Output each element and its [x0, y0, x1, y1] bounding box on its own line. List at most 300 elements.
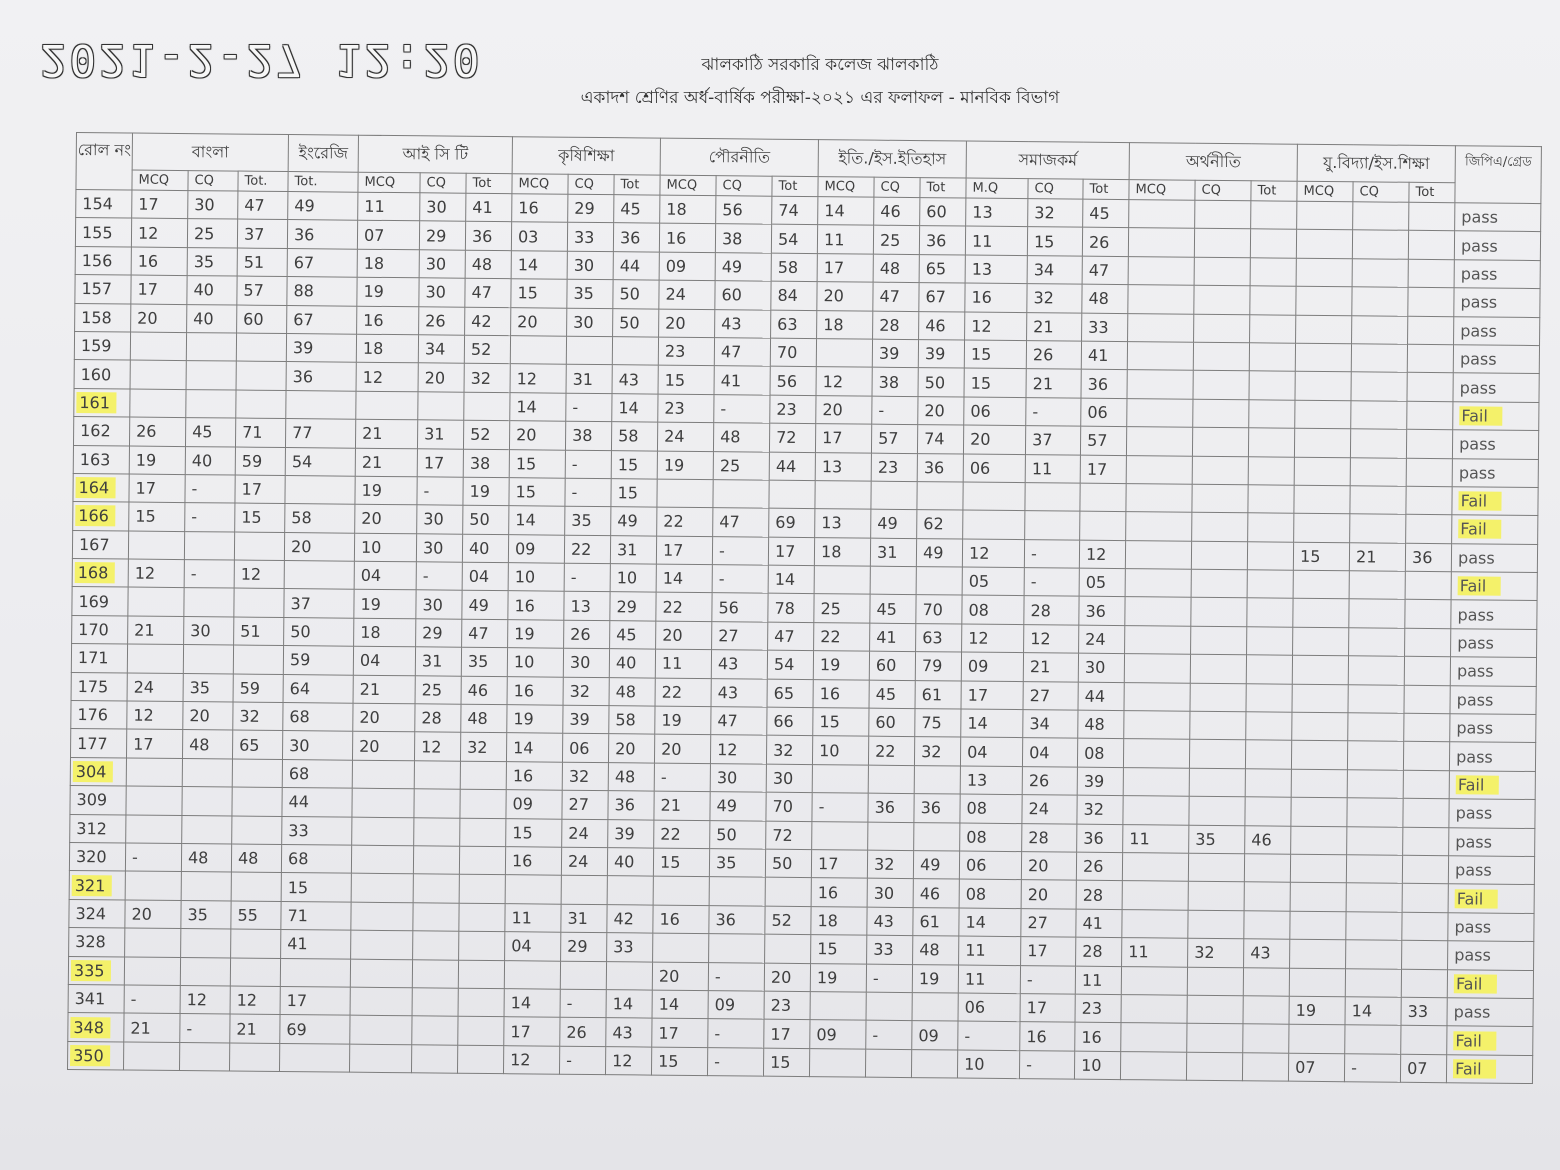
mark-cell: 17	[417, 448, 463, 477]
mark-cell: 22	[657, 507, 713, 536]
roll-number: 167	[78, 534, 110, 555]
subheader-cell: CQ	[568, 174, 614, 194]
mark-cell: 38	[566, 421, 612, 450]
mark-cell: 47	[238, 191, 288, 220]
grade-cell	[1447, 998, 1533, 1027]
mark-cell: 08	[960, 794, 1022, 823]
mark-cell: 50	[463, 506, 509, 535]
mark-cell	[127, 644, 183, 673]
mark-cell: 11	[1122, 938, 1188, 967]
mark-cell: 43	[1244, 939, 1290, 968]
mark-cell	[1187, 995, 1243, 1024]
mark-cell	[459, 903, 505, 932]
mark-cell: 05	[1079, 568, 1125, 597]
roll-number: 176	[77, 705, 109, 725]
mark-cell: 65	[919, 254, 965, 283]
mark-cell: 37	[284, 589, 354, 618]
mark-cell	[1345, 1025, 1401, 1054]
mark-cell	[458, 988, 504, 1017]
mark-cell: 50	[284, 617, 354, 646]
mark-cell: 09	[961, 652, 1023, 681]
mark-cell: 38	[872, 367, 918, 396]
mark-cell: 39	[286, 333, 356, 362]
grade-cell	[1450, 685, 1536, 714]
roll-number: 166	[75, 505, 115, 526]
grade-cell	[1450, 657, 1536, 686]
mark-cell: 18	[660, 195, 716, 224]
mark-cell: 26	[564, 620, 610, 649]
grade-cell	[1454, 316, 1540, 345]
mark-cell	[413, 874, 459, 903]
mark-cell	[351, 902, 413, 931]
mark-cell	[351, 930, 413, 959]
mark-cell: 63	[771, 310, 817, 339]
mark-cell: 58	[609, 706, 655, 735]
mark-cell	[1246, 712, 1292, 741]
mark-cell: 17	[961, 681, 1023, 710]
mark-cell: 20	[609, 734, 655, 763]
mark-cell	[709, 934, 765, 963]
mark-cell	[1127, 398, 1193, 427]
mark-cell: 35	[181, 900, 231, 929]
mark-cell	[1246, 740, 1292, 769]
mark-cell: 30	[567, 251, 613, 280]
mark-cell: -	[1024, 539, 1079, 568]
mark-cell: 42	[465, 307, 511, 336]
mark-cell	[1243, 1024, 1289, 1053]
mark-cell: 30	[563, 648, 609, 677]
mark-cell: 14	[504, 989, 560, 1018]
grade-result: pass	[1454, 917, 1492, 937]
mark-cell: 58	[285, 504, 355, 533]
mark-cell: 15	[813, 708, 869, 737]
mark-cell: 15	[764, 1048, 810, 1077]
mark-cell	[1403, 770, 1449, 799]
mark-cell: 46	[919, 311, 965, 340]
mark-cell	[232, 787, 282, 816]
mark-cell: 14	[511, 250, 567, 279]
mark-cell: 17	[811, 850, 867, 879]
mark-cell	[1291, 769, 1347, 798]
mark-cell: 43	[711, 678, 767, 707]
mark-cell: 12	[1024, 624, 1079, 653]
mark-cell: 09	[508, 534, 564, 563]
mark-cell	[1188, 882, 1244, 911]
mark-cell: 48	[608, 762, 654, 791]
grade-cell	[1449, 799, 1535, 828]
mark-cell: 15	[653, 848, 709, 877]
mark-cell	[709, 877, 765, 906]
mark-cell	[612, 337, 658, 366]
mark-cell: 15	[129, 502, 185, 531]
grade-result: pass	[1457, 548, 1495, 568]
mark-cell: 08	[960, 823, 1022, 852]
mark-cell	[1295, 372, 1351, 401]
roll-number: 312	[76, 818, 107, 839]
mark-cell	[1290, 911, 1346, 940]
mark-cell: 18	[814, 537, 870, 566]
mark-cell: 17	[1080, 455, 1126, 484]
grade-result: pass	[1456, 690, 1494, 710]
mark-cell	[1347, 826, 1403, 855]
mark-cell: 78	[768, 594, 814, 623]
mark-cell: 28	[1076, 937, 1122, 966]
mark-cell: 09	[506, 790, 562, 819]
mark-cell	[412, 1044, 458, 1073]
grade-result: pass	[1460, 264, 1498, 284]
mark-cell	[1250, 229, 1296, 258]
mark-cell: 15	[511, 279, 567, 308]
mark-cell: 36	[287, 220, 357, 249]
mark-cell: 22	[656, 593, 712, 622]
mark-cell: 72	[770, 423, 816, 452]
mark-cell: 12	[356, 363, 418, 392]
mark-cell: 20	[284, 532, 354, 561]
mark-cell	[1025, 483, 1080, 512]
mark-cell: 14	[507, 733, 563, 762]
mark-cell	[1295, 428, 1351, 457]
mark-cell	[963, 482, 1025, 511]
mark-cell: 12	[127, 701, 183, 730]
mark-cell: 59	[233, 674, 283, 703]
grade-cell	[1449, 827, 1535, 856]
mark-cell	[1247, 541, 1293, 570]
mark-cell	[1190, 740, 1246, 769]
mark-cell: 17	[280, 986, 350, 1015]
mark-cell: 16	[659, 223, 715, 252]
mark-cell: 56	[716, 196, 772, 225]
mark-cell: -	[866, 1020, 912, 1049]
header-history: ইতি./ইস.ইতিহাস	[818, 140, 966, 178]
mark-cell: -	[417, 477, 463, 506]
roll-cell	[73, 473, 129, 502]
mark-cell	[1123, 796, 1189, 825]
mark-cell	[130, 332, 186, 361]
mark-cell	[1189, 796, 1245, 825]
mark-cell: 16	[508, 591, 564, 620]
mark-cell	[1294, 457, 1350, 486]
mark-cell: 24	[127, 673, 183, 702]
mark-cell: 26	[1082, 228, 1128, 257]
mark-cell	[1353, 202, 1409, 231]
roll-cell	[69, 928, 125, 957]
mark-cell	[1121, 995, 1187, 1024]
mark-cell	[1080, 511, 1126, 540]
mark-cell	[1244, 854, 1290, 883]
mark-cell	[128, 587, 184, 616]
mark-cell: 84	[771, 281, 817, 310]
mark-cell: 17	[1021, 937, 1076, 966]
subheader-cell: Tot	[1083, 179, 1129, 199]
mark-cell	[182, 787, 232, 816]
mark-cell: 17	[132, 190, 188, 219]
header-social-work: সমাজকর্ম	[966, 141, 1129, 180]
mark-cell: 04	[505, 932, 561, 961]
mark-cell: 36	[286, 362, 356, 391]
mark-cell	[186, 333, 236, 362]
mark-cell: 14	[606, 990, 652, 1019]
mark-cell: 03	[511, 222, 567, 251]
grade-result: pass	[1456, 746, 1493, 767]
roll-cell	[69, 899, 125, 928]
mark-cell	[1121, 1051, 1187, 1080]
mark-cell	[1245, 797, 1291, 826]
mark-cell	[125, 871, 181, 900]
mark-cell: -	[566, 393, 612, 422]
mark-cell	[963, 510, 1025, 539]
mark-cell: 06	[958, 993, 1020, 1022]
mark-cell: 32	[767, 736, 813, 765]
mark-cell: 52	[464, 335, 510, 364]
mark-cell	[1291, 826, 1347, 855]
mark-cell	[1290, 939, 1346, 968]
mark-cell: 27	[1023, 681, 1078, 710]
mark-cell: 49	[710, 792, 766, 821]
mark-cell	[414, 789, 460, 818]
mark-cell	[1246, 683, 1292, 712]
mark-cell	[280, 958, 350, 987]
mark-cell	[284, 561, 354, 590]
mark-cell: 06	[963, 454, 1025, 483]
mark-cell: 22	[654, 820, 710, 849]
mark-cell	[234, 589, 284, 618]
mark-cell: 33	[867, 935, 913, 964]
mark-cell: 18	[357, 249, 419, 278]
mark-cell: 16	[811, 878, 867, 907]
roll-cell	[71, 644, 127, 673]
mark-cell: 57	[237, 276, 287, 305]
mark-cell: 71	[235, 418, 285, 447]
mark-cell	[871, 481, 917, 510]
mark-cell: 64	[283, 674, 353, 703]
mark-cell: 14	[656, 564, 712, 593]
mark-cell	[1289, 968, 1345, 997]
mark-cell: 12	[1079, 540, 1125, 569]
mark-cell: 19	[657, 451, 713, 480]
mark-cell: 16	[813, 679, 869, 708]
mark-cell: 21	[1027, 312, 1082, 341]
grade-result: pass	[1454, 860, 1492, 880]
mark-cell: 45	[185, 418, 235, 447]
mark-cell: 04	[961, 737, 1023, 766]
mark-cell: 27	[562, 790, 608, 819]
mark-cell	[350, 987, 412, 1016]
mark-cell: 66	[767, 707, 813, 736]
subheader-cell: MCQ	[132, 170, 188, 191]
mark-cell: 20	[659, 309, 715, 338]
subheader-cell: MCQ	[660, 175, 716, 196]
mark-cell	[504, 960, 560, 989]
mark-cell: 29	[416, 619, 462, 648]
mark-cell: 06	[563, 734, 609, 763]
roll-cell	[75, 275, 131, 304]
mark-cell: 39	[918, 340, 964, 369]
mark-cell	[912, 1049, 958, 1078]
mark-cell	[182, 815, 232, 844]
mark-cell: 16	[1020, 1022, 1075, 1051]
grade-result: Fail	[1458, 520, 1501, 539]
mark-cell: 30	[184, 616, 234, 645]
mark-cell: 21	[1023, 653, 1078, 682]
subheader-cell: CQ	[1353, 182, 1409, 203]
mark-cell	[236, 333, 286, 362]
mark-cell: 43	[606, 1018, 652, 1047]
mark-cell	[1247, 598, 1293, 627]
grade-cell	[1451, 600, 1537, 629]
mark-cell: 24	[659, 280, 715, 309]
grade-result: pass	[1455, 803, 1493, 824]
mark-cell: 36	[919, 226, 965, 255]
mark-cell: 36	[1079, 597, 1125, 626]
subheader-cell: MCQ	[1129, 180, 1195, 201]
mark-cell	[914, 765, 960, 794]
mark-cell: 10	[354, 533, 416, 562]
mark-cell	[812, 764, 868, 793]
mark-cell: 50	[765, 849, 811, 878]
roll-number: 169	[78, 591, 110, 611]
mark-cell: 39	[563, 705, 609, 734]
mark-cell: 11	[958, 965, 1020, 994]
mark-cell	[231, 929, 281, 958]
mark-cell	[1402, 884, 1448, 913]
mark-cell: 31	[418, 420, 464, 449]
subheader-cell: Tot.	[288, 172, 358, 193]
subheader-cell: MCQ	[512, 174, 568, 195]
roll-number: 154	[82, 194, 113, 214]
mark-cell	[1345, 968, 1401, 997]
mark-cell: 41	[870, 623, 916, 652]
mark-cell: 38	[715, 224, 771, 253]
mark-cell	[229, 1043, 279, 1072]
mark-cell: 14	[652, 990, 708, 1019]
mark-cell	[1122, 909, 1188, 938]
mark-cell: 15	[611, 479, 657, 508]
grade-cell	[1451, 543, 1537, 572]
header-economics: অর্থনীতি	[1129, 143, 1297, 182]
mark-cell	[1347, 798, 1403, 827]
mark-cell	[1025, 511, 1080, 540]
roll-cell	[75, 303, 131, 332]
mark-cell	[1352, 315, 1408, 344]
subheader-cell: Tot	[614, 175, 660, 195]
mark-cell: 54	[285, 447, 355, 476]
mark-cell	[868, 822, 914, 851]
mark-cell: 10	[610, 564, 656, 593]
roll-number: 304	[73, 761, 113, 782]
mark-cell: 30	[567, 308, 613, 337]
subheader-cell: CQ	[1195, 180, 1251, 201]
mark-cell: 11	[817, 225, 873, 254]
mark-cell: 58	[612, 422, 658, 451]
mark-cell: 19	[813, 651, 869, 680]
mark-cell	[1128, 256, 1194, 285]
grade-result: pass	[1459, 349, 1497, 369]
subheader-cell: MCQ	[358, 172, 420, 193]
grade-result: pass	[1459, 434, 1496, 454]
mark-cell	[1352, 287, 1408, 316]
mark-cell: 20	[964, 425, 1026, 454]
roll-cell	[70, 757, 126, 786]
grade-result: pass	[1453, 1002, 1491, 1022]
mark-cell: 71	[281, 901, 351, 930]
mark-cell: -	[1020, 1050, 1075, 1079]
mark-cell: 22	[564, 535, 610, 564]
mark-cell: 23	[658, 337, 714, 366]
roll-number: 161	[76, 392, 116, 413]
mark-cell: 14	[510, 392, 566, 421]
mark-cell: 32	[464, 364, 510, 393]
roll-number: 156	[81, 251, 113, 271]
mark-cell: 51	[237, 248, 287, 277]
mark-cell: 20	[764, 963, 810, 992]
mark-cell: 68	[282, 759, 352, 788]
subheader-cell: Tot	[1409, 182, 1455, 202]
mark-cell: 57	[1081, 426, 1127, 455]
mark-cell	[1080, 483, 1126, 512]
roll-cell	[72, 587, 128, 616]
mark-cell: 15	[611, 450, 657, 479]
mark-cell: 32	[461, 733, 507, 762]
mark-cell	[1128, 228, 1194, 257]
photo-timestamp: 2021-2-27 12:20	[40, 34, 483, 85]
grade-cell	[1454, 260, 1540, 289]
mark-cell	[1243, 1052, 1289, 1081]
mark-cell: 31	[870, 538, 916, 567]
mark-cell: -	[712, 565, 768, 594]
mark-cell: 16	[505, 847, 561, 876]
mark-cell: 47	[768, 622, 814, 651]
header-bangla: বাংলা	[132, 133, 288, 171]
mark-cell: 20	[918, 396, 964, 425]
mark-cell: 12	[962, 539, 1024, 568]
mark-cell: -	[180, 1014, 230, 1043]
mark-cell: -	[124, 985, 180, 1014]
mark-cell	[1408, 316, 1454, 345]
mark-cell	[1125, 625, 1191, 654]
mark-cell: 39	[1077, 767, 1123, 796]
mark-cell	[460, 761, 506, 790]
mark-cell: 13	[965, 255, 1027, 284]
mark-cell: 17	[126, 729, 182, 758]
mark-cell: 50	[918, 368, 964, 397]
mark-cell	[1125, 569, 1191, 598]
mark-cell	[1126, 512, 1192, 541]
mark-cell	[1296, 230, 1352, 259]
mark-cell	[607, 876, 653, 905]
mark-cell: -	[185, 503, 235, 532]
mark-cell	[352, 817, 414, 846]
mark-cell: 50	[613, 308, 659, 337]
mark-cell: 46	[874, 197, 920, 226]
mark-cell	[356, 391, 418, 420]
grade-result: Fail	[1453, 1059, 1496, 1078]
mark-cell: -	[812, 793, 868, 822]
mark-cell	[1407, 373, 1453, 402]
mark-cell: 04	[354, 561, 416, 590]
mark-cell	[1404, 657, 1450, 686]
mark-cell: 17	[768, 537, 814, 566]
grade-cell	[1450, 714, 1536, 743]
subheader-cell: Tot	[920, 178, 966, 198]
mark-cell	[1121, 1023, 1187, 1052]
mark-cell	[1402, 940, 1448, 969]
mark-cell: 23	[770, 395, 816, 424]
header-grade: জিপিএ/গ্রেড	[1455, 146, 1542, 204]
mark-cell: 13	[960, 766, 1022, 795]
mark-cell: 36	[613, 223, 659, 252]
mark-cell: 14	[818, 197, 874, 226]
mark-cell	[1297, 201, 1353, 230]
